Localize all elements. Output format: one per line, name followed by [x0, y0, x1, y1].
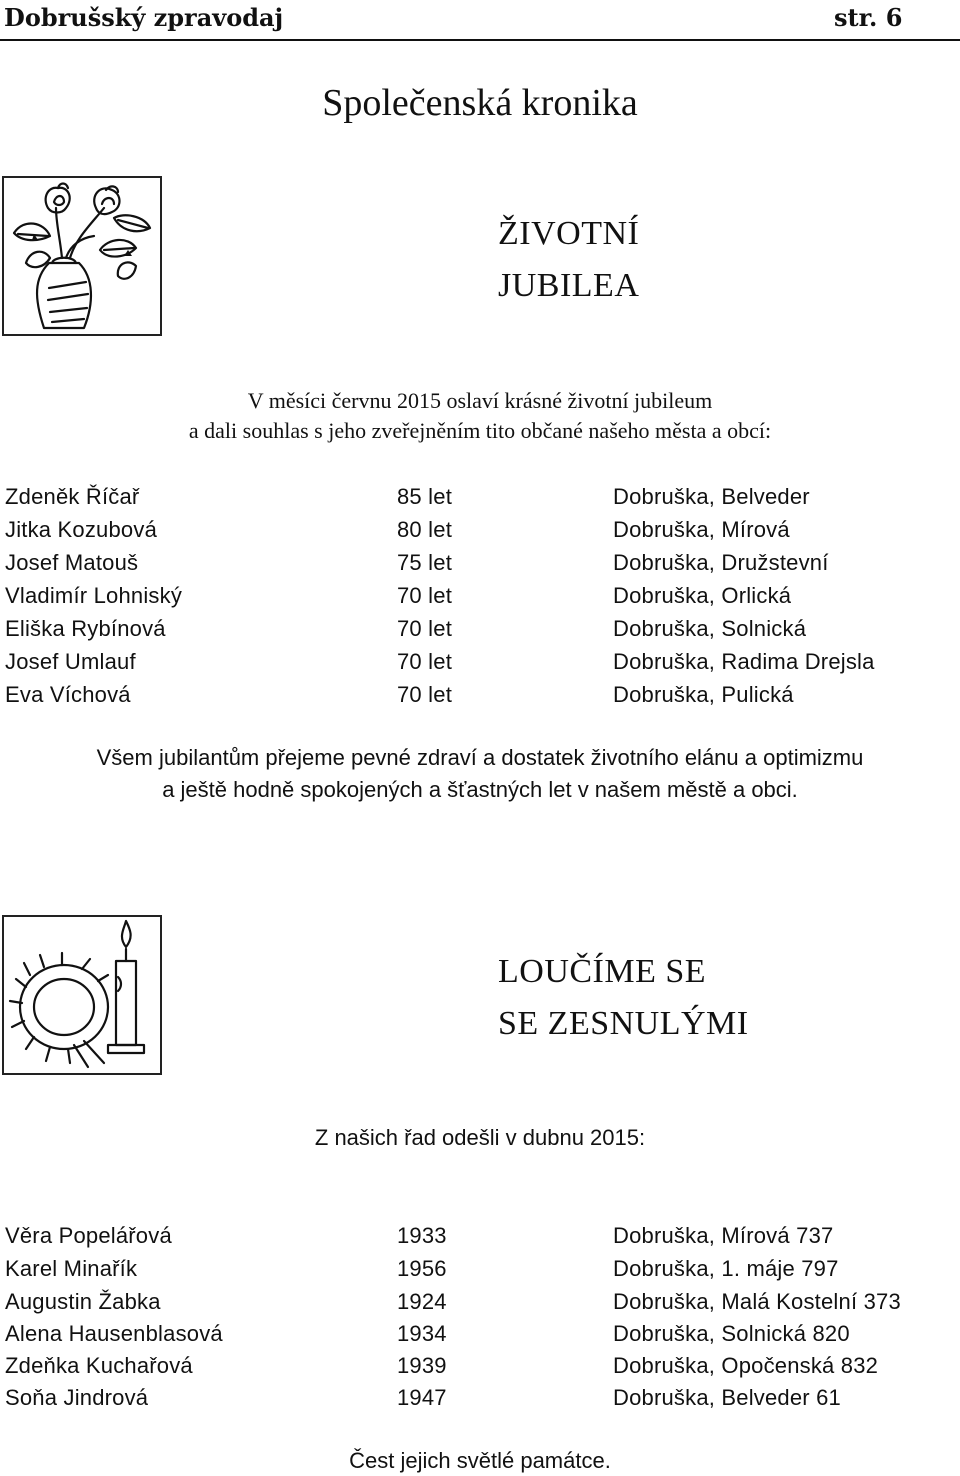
obituary-row: [0, 1317, 960, 1350]
header-rule: [0, 39, 960, 41]
birth-year: 1933: [397, 1223, 447, 1248]
deceased-name: Karel Minařík: [5, 1256, 138, 1281]
person-age: 70 let: [397, 616, 453, 641]
person-name: Josef Matouš: [5, 550, 139, 575]
deceased-address: Dobruška, Solnická 820: [613, 1321, 850, 1346]
deceased-name: Alena Hausenblasová: [5, 1321, 223, 1346]
jubilee-row: [0, 645, 960, 678]
jubilee-row: [0, 678, 960, 711]
person-place: Dobruška, Mírová: [613, 517, 790, 542]
page-number: str. 6: [834, 3, 903, 32]
obituary-row: [0, 1285, 960, 1318]
obituary-title-line1: LOUČÍME SE: [498, 953, 707, 990]
person-name: Eliška Rybínová: [5, 616, 166, 641]
person-place: Dobruška, Družstevní: [613, 550, 829, 575]
jubilee-wish-line2: a ještě hodně spokojených a šťastných let v našem městě a obci.: [162, 777, 798, 802]
obituary-intro: Z našich řad odešli v dubnu 2015:: [314, 1125, 646, 1150]
jubilee-row: [0, 513, 960, 546]
wreath-candle-illustration: [2, 915, 162, 1075]
obituary-row: [0, 1219, 960, 1252]
obituary-closing: Čest jejich světlé památce.: [349, 1448, 611, 1473]
person-place: Dobruška, Pulická: [613, 682, 794, 707]
birth-year: 1924: [397, 1289, 447, 1314]
jubilee-intro-line1: V měsíci červnu 2015 oslaví krásné životní jubileum: [247, 388, 713, 413]
birth-year: 1934: [397, 1321, 447, 1346]
deceased-name: Augustin Žabka: [5, 1289, 161, 1314]
deceased-name: Soňa Jindrová: [5, 1385, 149, 1410]
person-age: 70 let: [397, 583, 453, 608]
person-name: Josef Umlauf: [5, 649, 136, 674]
person-place: Dobruška, Belveder: [613, 484, 810, 509]
deceased-address: Dobruška, 1. máje 797: [613, 1256, 839, 1281]
person-name: Eva Víchová: [5, 682, 131, 707]
person-name: Zdeněk Říčař: [5, 484, 140, 509]
deceased-name: Věra Popelářová: [5, 1223, 172, 1248]
person-age: 75 let: [397, 550, 453, 575]
birth-year: 1939: [397, 1353, 447, 1378]
jubilee-wish-line1: Všem jubilantům přejeme pevné zdraví a dostatek životního elánu a optimizmu: [96, 745, 864, 770]
deceased-address: Dobruška, Opočenská 832: [613, 1353, 879, 1378]
person-name: Jitka Kozubová: [5, 517, 157, 542]
obituary-title-line2: SE ZESNULÝMI: [498, 1005, 749, 1042]
person-place: Dobruška, Radima Drejsla: [613, 649, 875, 674]
wreath-candle-icon: [4, 917, 160, 1073]
jubilee-row: [0, 480, 960, 513]
person-age: 70 let: [397, 649, 453, 674]
page-title: Společenská kronika: [322, 82, 638, 124]
deceased-address: Dobruška, Malá Kostelní 373: [613, 1289, 901, 1314]
person-age: 70 let: [397, 682, 453, 707]
person-age: 80 let: [397, 517, 453, 542]
deceased-name: Zdeňka Kuchařová: [5, 1353, 193, 1378]
jubilee-title-line2: JUBILEA: [498, 267, 640, 304]
obituary-row: [0, 1349, 960, 1382]
person-place: Dobruška, Solnická: [613, 616, 807, 641]
birth-year: 1956: [397, 1256, 447, 1281]
birth-year: 1947: [397, 1385, 447, 1410]
obituary-row: [0, 1252, 960, 1285]
deceased-address: Dobruška, Mírová 737: [613, 1223, 834, 1248]
jubilee-row: [0, 612, 960, 645]
roses-vase-icon: [4, 178, 160, 334]
flowers-illustration: [2, 176, 162, 336]
jubilee-intro-line2: a dali souhlas s jeho zveřejněním tito občané našeho města a obcí:: [188, 418, 772, 443]
jubilee-title-line1: ŽIVOTNÍ: [498, 215, 640, 252]
jubilee-row: [0, 546, 960, 579]
obituary-row: [0, 1381, 960, 1414]
newsletter-title: Dobrušský zpravodaj: [4, 3, 284, 32]
person-name: Vladimír Lohniský: [5, 583, 183, 608]
person-age: 85 let: [397, 484, 453, 509]
person-place: Dobruška, Orlická: [613, 583, 792, 608]
deceased-address: Dobruška, Belveder 61: [613, 1385, 841, 1410]
jubilee-row: [0, 579, 960, 612]
